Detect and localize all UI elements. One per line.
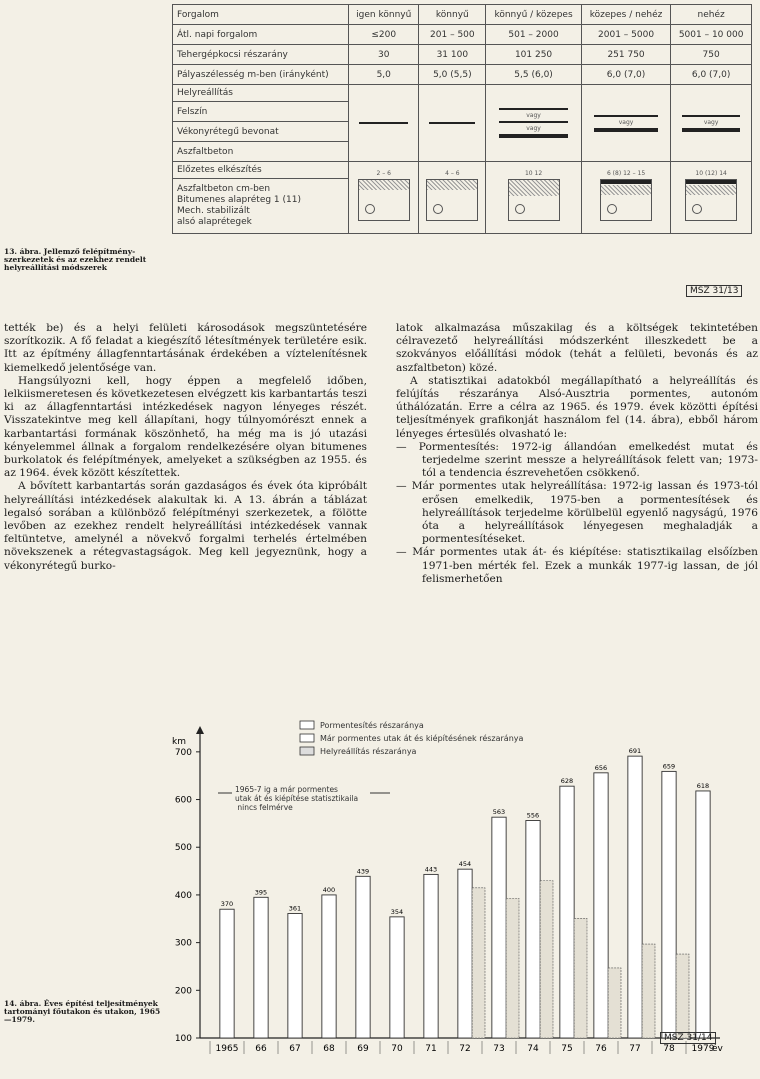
table-cell: 30 [349, 45, 419, 65]
table-cell: Felszín [173, 102, 349, 122]
repair-bar [594, 115, 658, 117]
repair-bar [359, 122, 408, 124]
vagy-label: vagy [703, 118, 719, 126]
prep-cell [349, 162, 419, 234]
repair-cell [486, 85, 582, 162]
x-tick-label: 66 [255, 1044, 267, 1054]
structure-swatch [358, 179, 410, 221]
legend-label: Pormentesítés részaránya [320, 721, 424, 730]
table-cell: Vékonyrétegű bevonat [173, 122, 349, 142]
prep-row-label: Aszfaltbeton cm-ben [177, 184, 271, 194]
structure-swatch [685, 179, 737, 221]
list-item: — Már pormentes utak át- és kiépítése: statisztikailag elsőízben 1971-ben mérték fel. Ezek a munkák 1977-ig lassan, de jól felismerhetően [396, 546, 758, 585]
figure-13-caption: 13. ábra. Jellemző felépítmény-szerkezetek és az ezekhez rendelt helyreállítási módszerek [4, 247, 147, 272]
left-column [4, 322, 367, 573]
x-tick-label: 71 [425, 1044, 437, 1054]
bar-repair [676, 954, 689, 1038]
figure-13-code: MSZ 31/13 [686, 285, 742, 297]
legend-label: Már pormentes utak át és kiépítésének részaránya [320, 734, 524, 743]
bar-label: 656 [594, 763, 608, 772]
repair-cell [349, 85, 419, 162]
repair-bar [682, 115, 739, 117]
bar-label: 439 [356, 867, 370, 876]
bar-total [254, 897, 268, 1038]
x-tick-label: 78 [663, 1044, 675, 1054]
table-cell: közepes / nehéz [581, 5, 670, 25]
list-item: — Pormentesítés: 1972-ig állandóan emelkedést mutat és terjedelme szerint messze a helyreállítások felett van; 1973-tól a tendencia észrevehetően csökkenő. [396, 440, 758, 480]
legend-swatch [300, 721, 314, 729]
prep-cell [486, 162, 582, 234]
table-cell: 101 250 [486, 45, 582, 65]
table-cell: 750 [671, 45, 752, 65]
y-tick-label: 600 [174, 795, 192, 806]
x-tick-label: 75 [561, 1044, 573, 1054]
table-cell: 2001 – 5000 [581, 25, 670, 45]
table-cell: 5001 – 10 000 [671, 25, 752, 45]
x-tick-label: 77 [629, 1044, 641, 1054]
x-tick-label: 69 [357, 1044, 369, 1054]
table-cell: ≤200 [349, 25, 419, 45]
legend-swatch [300, 747, 314, 755]
y-tick-label: 100 [174, 1034, 192, 1044]
table-cell: 5,5 (6,0) [486, 65, 582, 85]
bar-repair [608, 968, 621, 1038]
table-cell: 251 750 [581, 45, 670, 65]
repair-cell [671, 85, 752, 162]
vagy-label: vagy [526, 125, 541, 132]
bar-repair [642, 944, 655, 1038]
table-cell: 6,0 (7,0) [581, 65, 670, 85]
bar-label: 618 [696, 781, 710, 790]
x-tick-label: 1965 [215, 1044, 239, 1054]
repair-bar [499, 121, 568, 123]
table-header-row [173, 5, 752, 25]
repair-bar [594, 128, 658, 132]
prep-cell [671, 162, 752, 234]
structure-swatch [508, 179, 560, 221]
bar-total [424, 874, 438, 1038]
legend-swatch [300, 734, 314, 742]
table-cell: Forgalom [173, 5, 349, 25]
x-tick-label: 67 [289, 1044, 301, 1054]
table-cell: igen könnyű [349, 5, 419, 25]
legend-label: Helyreállítás részaránya [320, 747, 417, 756]
bar-label: 454 [458, 860, 472, 869]
y-tick-label: 200 [174, 986, 192, 997]
structure-swatch [426, 179, 478, 221]
figure-13-table [172, 4, 752, 282]
y-axis-label: km [172, 737, 186, 747]
vagy-label: vagy [526, 112, 541, 119]
x-tick-label: 68 [323, 1044, 335, 1054]
figure-14-code: MSZ 31/14 [660, 1032, 716, 1044]
y-tick-label: 300 [174, 938, 192, 949]
table-cell: 31 100 [419, 45, 486, 65]
structure-swatch [600, 179, 652, 221]
table-cell: Tehergépkocsi részarány [173, 45, 349, 65]
bar-total [492, 817, 506, 1038]
prep-label: 10 12 [524, 169, 543, 177]
x-tick-label: 73 [493, 1044, 505, 1054]
bar-label: 361 [288, 904, 302, 913]
bar-total [662, 771, 676, 1038]
x-tick-label: 72 [459, 1044, 471, 1054]
vagy-label: vagy [618, 118, 634, 126]
repair-bar [429, 122, 475, 124]
bar-repair [506, 898, 519, 1038]
bar-total [560, 786, 574, 1038]
bar-label: 563 [492, 808, 506, 817]
table-cell: 6,0 (7,0) [671, 65, 752, 85]
bar-label: 400 [322, 885, 336, 894]
bar-total [356, 876, 370, 1038]
bar-total [628, 756, 642, 1038]
bar-total [390, 917, 404, 1038]
bar-repair [472, 888, 485, 1038]
section-label: Helyreállítás [173, 85, 349, 102]
bar-repair [574, 918, 587, 1038]
repair-cell [581, 85, 670, 162]
list-item: — Már pormentes utak helyreállítása: 1972-ig lassan és 1973-tól erősen emelkedik, 1975-ben a pormentesítések és helyreállítások terjedelme körülbelül egyenlő nagyságú, 1976 óta a helyreállítások lényegesen meghaladják a pormentesítéseket. [396, 480, 758, 546]
bar-total [322, 895, 336, 1038]
repair-bar [499, 134, 568, 138]
x-tick-label: 76 [595, 1044, 607, 1054]
bar-repair [540, 881, 553, 1038]
table-cell: könnyű [419, 5, 486, 25]
bar-label: 691 [628, 747, 642, 756]
figure-14-chart [160, 718, 760, 1063]
paragraph: A statisztikai adatokból megállapítható a helyreállítás és felújítás részaránya Alsó-Ausztria pormentes, autonóm úthálózatán. Erre a célra az 1965. és 1979. évek közötti építési teljesítmények grafikonját használom fel (14. ábra), ebből három lényeges értesülés olvasható le: [396, 374, 758, 440]
table-cell: Aszfaltbeton [173, 142, 349, 162]
prep-label: 10 (12) 14 [695, 169, 727, 177]
bar-label: 395 [254, 888, 268, 897]
table-row [173, 85, 752, 102]
figure-14-caption: 14. ábra. Éves építési teljesítmények tartományi főutakon és utakon, 1965—1979. [4, 999, 161, 1024]
paragraph: tették be) és a helyi felületi károsodások megszüntetésére szorítkozik. A fő feladat a kiegészítő létesítmények területére esik. Itt az építmény állagfenntartásának érdekében a víztelenítésnek kiemelkedő jelentősége van. [4, 322, 367, 374]
x-axis-label: év [712, 1044, 723, 1054]
table-row [173, 65, 752, 85]
prep-cell [419, 162, 486, 234]
chart-annotation: 1965-7 ig a már pormentes utak át és kiépítése statisztikaila nincs felmérve [235, 785, 359, 812]
paragraph: A bővített karbantartás során gazdaságos és évek óta kipróbált helyreállítási intézkedések alakultak ki. A 13. ábrán a táblázat legalsó sorában a különböző felépítményi szerkezetek, a fölötte levőben az ezekhez rendelt helyreállítási intézkedések vannak feltüntetve, amelynél a növekvő forgalmi terhelés értelmében növekszenek a rétegvastagságok. Meg kell jegyeznünk, hogy a vékonyrétegű burko- [4, 480, 367, 572]
repair-cell [419, 85, 486, 162]
repair-bar [682, 128, 739, 132]
prep-row-label: Mech. stabilizált [177, 206, 250, 216]
paragraph: latok alkalmazása műszakilag és a költségek tekintetében célravezető helyreállítási módszerként illeszkedett be a szokványos előállítási módok (tehát a felületi, bevonás és az aszfaltbeton) közé. [396, 322, 758, 374]
bar-total [526, 821, 540, 1038]
y-axis-arrow [196, 726, 204, 734]
x-tick-label: 74 [527, 1044, 539, 1054]
table-cell [173, 179, 349, 234]
bar-label: 354 [390, 907, 404, 916]
table-cell: 5,0 (5,5) [419, 65, 486, 85]
bar-total [220, 909, 234, 1038]
table-cell: 501 – 2000 [486, 25, 582, 45]
y-tick-label: 500 [174, 843, 192, 854]
prep-row-label: Bitumenes alapréteg 1 (11) [177, 195, 301, 205]
bar-total [458, 869, 472, 1038]
bar-label: 443 [424, 865, 438, 874]
prep-label: 4 – 6 [445, 169, 460, 177]
paragraph: Hangsúlyozni kell, hogy éppen a megfelelő időben, lelkiismeretesen és következetesen elvégzett kis karbantartás teszi ki az állagfenntartási intézkedések nagyon lényeges részét. Visszatekintve meg kell állapítani, hogy túlnyomórészt ennek a karbantartási formának köszönhető, ha még ma is jó utazási kényelemmel állnak a forgalom rendelkezésére olyan bitumenes burkolatok és felépítmények, amelyeket a szükségben az 1955. és az 1964. évek között készítettek. [4, 374, 367, 480]
bar-label: 659 [662, 762, 676, 771]
x-tick-label: 1979 [691, 1044, 715, 1054]
table-cell: 5,0 [349, 65, 419, 85]
repair-bar [499, 108, 568, 110]
prep-row-label: alsó alaprétegek [177, 217, 252, 227]
table-cell: Pályaszélesség m-ben (irányként) [173, 65, 349, 85]
table-cell: könnyű / közepes [486, 5, 582, 25]
bar-label: 370 [220, 900, 234, 909]
table-cell: 201 – 500 [419, 25, 486, 45]
table-row [173, 162, 752, 179]
prep-label: 2 – 6 [376, 169, 391, 177]
bar-total [594, 773, 608, 1038]
y-tick-label: 400 [174, 890, 192, 901]
right-column [396, 322, 758, 586]
bar-total [696, 791, 710, 1038]
table-row [173, 45, 752, 65]
table-cell: nehéz [671, 5, 752, 25]
y-tick-label: 700 [174, 747, 192, 758]
prep-label: 6 (8) 12 – 15 [606, 169, 646, 177]
bar-label: 628 [560, 777, 574, 786]
table-row [173, 25, 752, 45]
table-cell: Átl. napi forgalom [173, 25, 349, 45]
section-label: Előzetes elkészítés [173, 162, 349, 179]
x-tick-label: 70 [391, 1044, 403, 1054]
bar-total [288, 914, 302, 1038]
bar-label: 556 [526, 811, 540, 820]
prep-cell [581, 162, 670, 234]
